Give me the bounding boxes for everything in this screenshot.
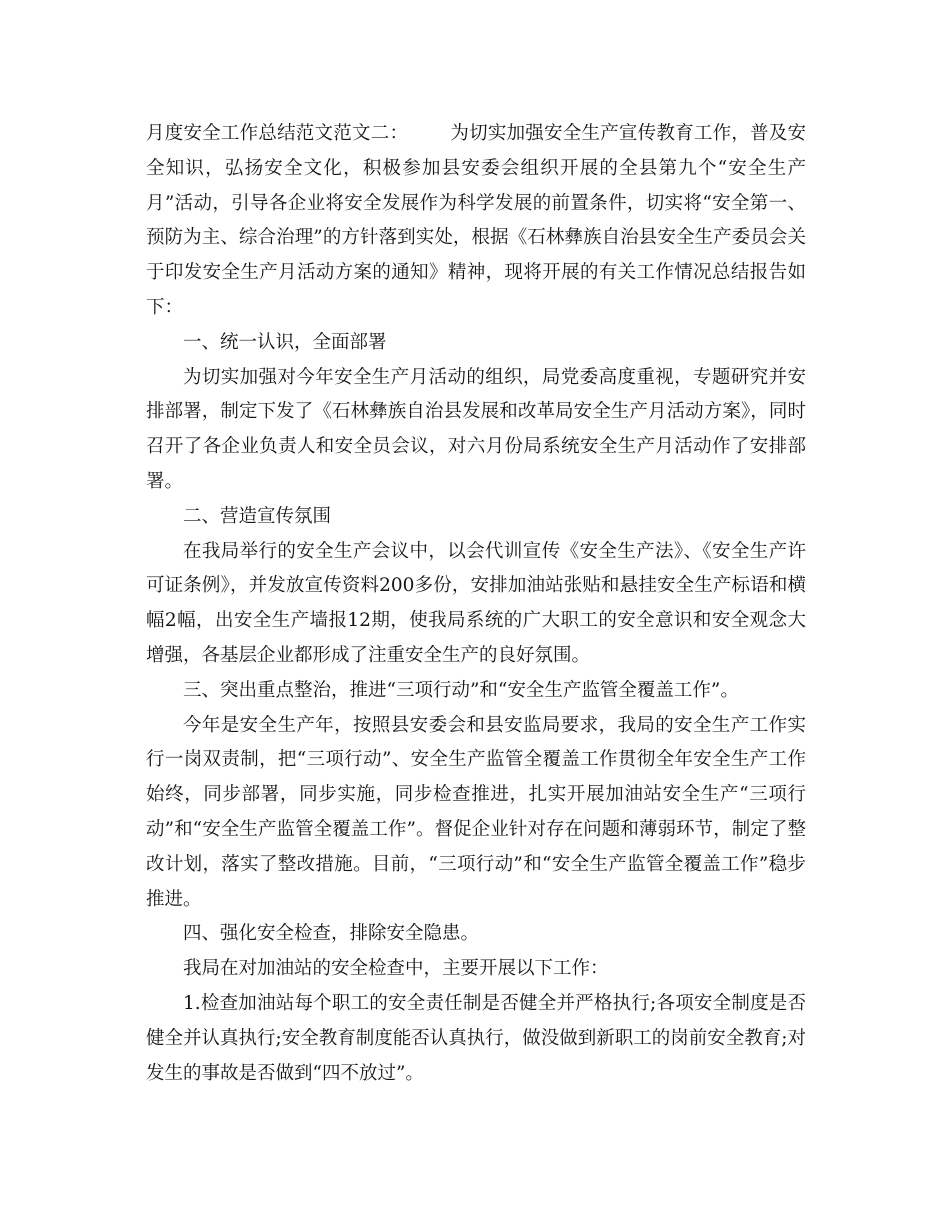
section-4-paragraph: 我局在对加油站的安全检查中，主要开展以下工作： <box>183 958 609 980</box>
section-1-heading: 一、统一认识，全面部署 <box>183 331 387 353</box>
section-1-paragraph: 为切实加强对今年安全生产月活动的组织，局党委高度重视，专题研究并安排部署，制定下发了《石林彝族自治县发展和改革局安全生产月活动方案》，同时召开了各企业负责人和安全员会议，对六月份局系统安全生产月活动作了安排部署。 <box>146 366 806 492</box>
section-2-paragraph: 在我局举行的安全生产会议中，以会代训宣传《安全生产法》、《安全生产许可证条例》，并发放宣传资料200多份，安排加油站张贴和悬挂安全生产标语和横幅2幅，出安全生产墙报12期，使我局系统的广大职工的安全意识和安全观念大增强，各基层企业都形成了注重安全生产的良好氛围。 <box>146 540 806 666</box>
list-item-1: 1.检查加油站每个职工的安全责任制是否健全并严格执行;各项安全制度是否健全并认真执行;安全教育制度能否认真执行，做没做到新职工的岗前安全教育;对发生的事故是否做到“四不放过”。 <box>146 992 806 1084</box>
section-2-heading: 二、营造宣传氛围 <box>183 505 332 527</box>
section-3-paragraph: 今年是安全生产年，按照县安委会和县安监局要求，我局的安全生产工作实行一岗双责制，把“三项行动”、安全生产监管全覆盖工作贯彻全年安全生产工作始终，同步部署，同步实施，同步检查推进，扎实开展加油站安全生产“三项行动”和“安全生产监管全覆盖工作”。督促企业针对存在问题和薄弱环节，制定了整改计划，落实了整改措施。目前，“三项行动”和“安全生产监管全覆盖工作”稳步推进。 <box>146 714 806 910</box>
intro-text: 为切实加强安全生产宣传教育工作，普及安全知识，弘扬安全文化，积极参加县安委会组织开展的全县第九个“安全生产月”活动，引导各企业将安全发展作为科学发展的前置条件，切实将“安全第一、预防为主、综合治理”的方针落到实处，根据《石林彝族自治县安全生产委员会关于印发安全生产月活动方案的通知》精神，现将开展的有关工作情况总结报告如下： <box>146 123 806 318</box>
document-title: 月度安全工作总结范文范文二： <box>146 123 409 144</box>
document-body <box>146 117 806 1091</box>
section-3-heading: 三、突出重点整治，推进“三项行动”和“安全生产监管全覆盖工作”。 <box>183 679 739 701</box>
intro-paragraph <box>146 117 806 326</box>
section-4-heading: 四、强化安全检查，排除安全隐患。 <box>183 923 480 945</box>
